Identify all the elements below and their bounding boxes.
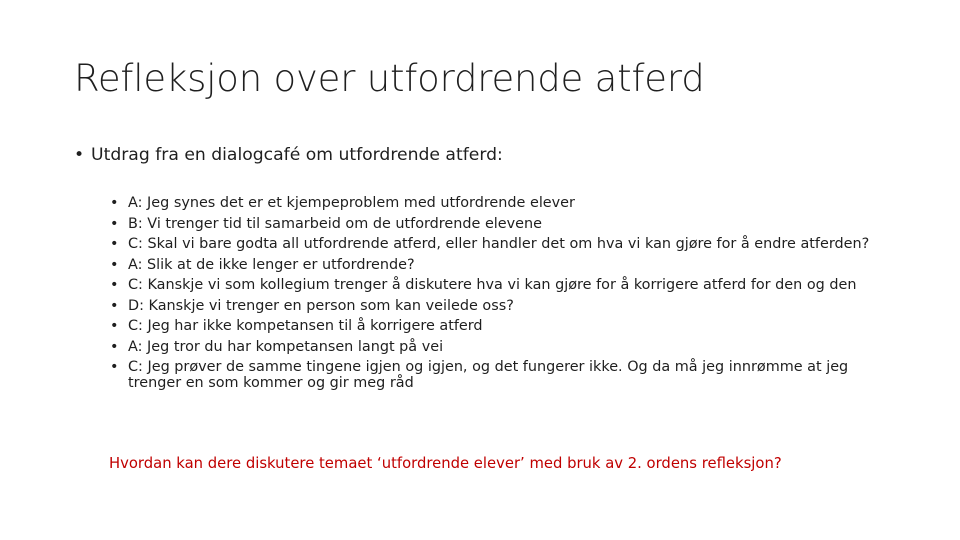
dialogue-text: C: Jeg har ikke kompetansen til å korrigere atferd: [128, 318, 483, 334]
dialogue-text: C: Skal vi bare godta all utfordrende atferd, eller handler det om hva vi kan gjøre for å endre atferden?: [128, 236, 870, 252]
bullet-icon: •: [110, 195, 119, 211]
bullet-icon: •: [110, 297, 119, 314]
dialogue-text: A: Jeg tror du har kompetansen langt på vei: [128, 338, 444, 355]
dialogue-text: D: Kanskje vi trenger en person som kan veilede oss?: [128, 297, 514, 314]
bullet-icon: •: [74, 145, 85, 165]
bullet-icon: •: [110, 236, 119, 252]
bullet-icon: •: [110, 256, 119, 273]
dialogue-item: [110, 217, 900, 233]
bullet-icon: •: [110, 359, 119, 375]
dialogue-item: [110, 196, 900, 212]
dialogue-text: A: Slik at de ikke lenger er utfordrende?: [128, 256, 415, 273]
slide-title: Refleksjon over utfordrende atferd: [74, 57, 705, 100]
bullet-icon: •: [110, 277, 119, 293]
dialogue-item: [110, 278, 900, 294]
dialogue-item: [110, 360, 900, 391]
dialogue-item: [110, 299, 900, 315]
discussion-question: Hvordan kan dere diskutere temaet ‘utfordrende elever’ med bruk av 2. ordens refleksjon?: [109, 455, 782, 472]
bullet-icon: •: [110, 338, 119, 355]
dialogue-item: [110, 237, 900, 253]
dialogue-item: [110, 319, 900, 335]
dialogue-text: B: Vi trenger tid til samarbeid om de utfordrende elevene: [128, 215, 542, 232]
dialogue-text: A: Jeg synes det er et kjempeproblem med utfordrende elever: [128, 195, 575, 211]
bullet-icon: •: [110, 215, 119, 232]
main-bullet-text: Utdrag fra en dialogcafé om utfordrende atferd:: [91, 145, 503, 165]
dialogue-item: [110, 340, 900, 356]
dialogue-item: [110, 258, 900, 274]
dialogue-list: [110, 196, 900, 396]
bullet-icon: •: [110, 318, 119, 334]
main-bullet: [74, 143, 503, 167]
dialogue-text: C: Kanskje vi som kollegium trenger å diskutere hva vi kan gjøre for å korrigere atferd for den og den: [128, 277, 857, 293]
dialogue-text: C: Jeg prøver de samme tingene igjen og igjen, og det fungerer ikke. Og da må jeg innrømme at jeg trenger en som kommer og gir meg råd: [128, 359, 849, 391]
